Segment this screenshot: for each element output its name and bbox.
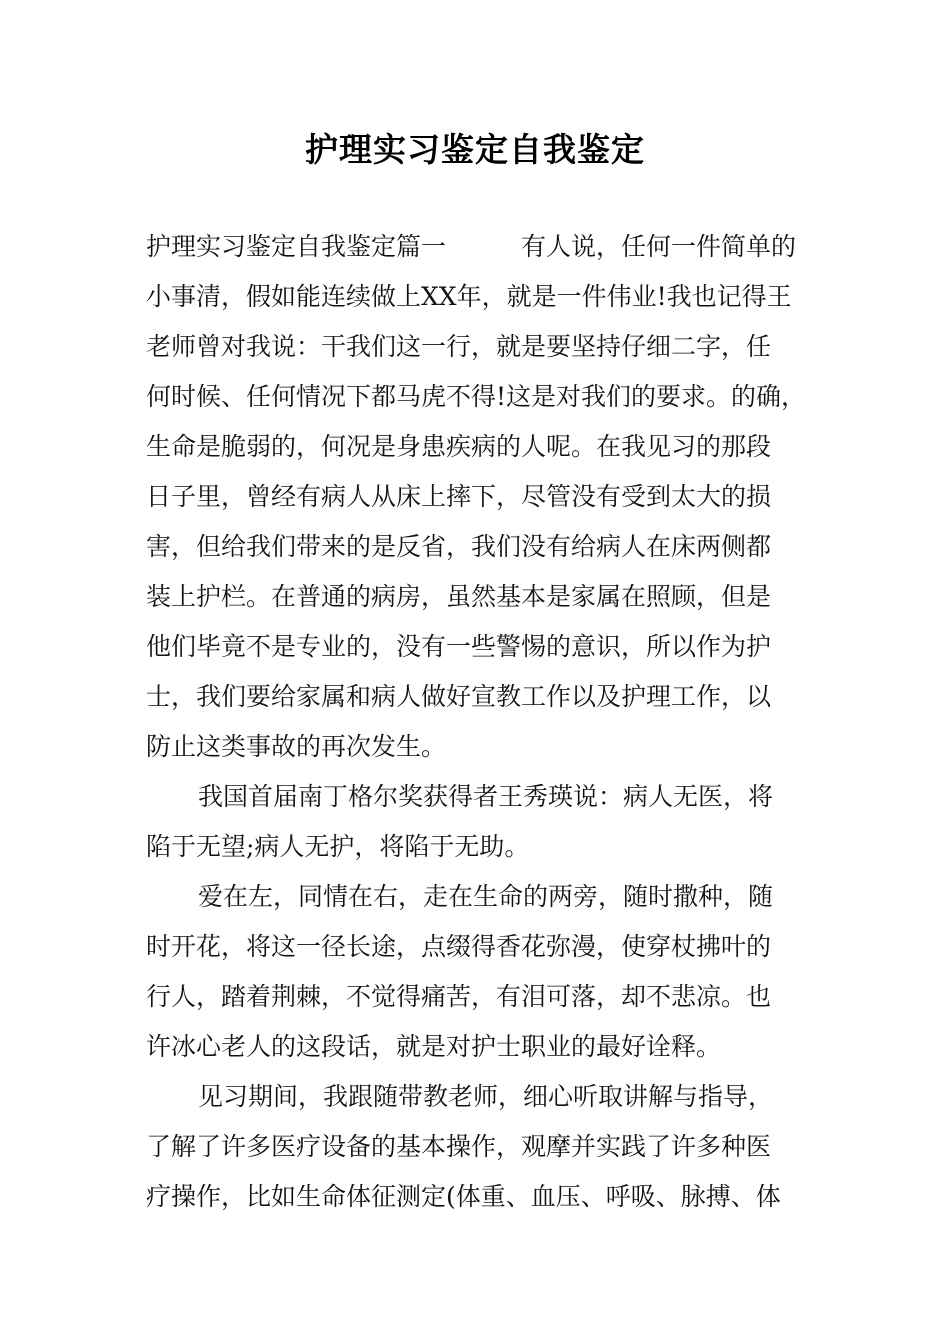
text-line: 害，但给我们带来的是反省，我们没有给病人在床两侧都 bbox=[146, 532, 772, 561]
text-line: 疗操作，比如生命体征测定(体重、血压、呼吸、脉搏、体 bbox=[146, 1182, 781, 1211]
text-line: 小事清，假如能连续做上XX年，就是一件伟业!我也记得王 bbox=[146, 282, 792, 311]
text-line: 许冰心老人的这段话，就是对护士职业的最好诠释。 bbox=[146, 1032, 722, 1061]
paragraph-1 bbox=[146, 222, 808, 772]
text-line: 士，我们要给家属和病人做好宣教工作以及护理工作，以 bbox=[146, 682, 772, 711]
text-line: 了解了许多医疗设备的基本操作，观摩并实践了许多种医 bbox=[146, 1132, 772, 1161]
text-line: 装上护栏。在普通的病房，虽然基本是家属在照顾，但是 bbox=[146, 582, 772, 611]
text-line: 我国首届南丁格尔奖获得者王秀瑛说：病人无医，将 bbox=[198, 782, 774, 811]
paragraph-3 bbox=[146, 872, 808, 1072]
paragraph-2 bbox=[146, 772, 808, 872]
text-line: 爱在左，同情在右，走在生命的两旁，随时撒种，随 bbox=[198, 882, 774, 911]
text-line: 护理实习鉴定自我鉴定篇一 有人说，任何一件简单的 bbox=[146, 232, 797, 261]
paragraph-4 bbox=[146, 1072, 808, 1222]
document-body bbox=[146, 222, 808, 1222]
text-line: 行人，踏着荆棘，不觉得痛苦，有泪可落，却不悲凉。也 bbox=[146, 982, 772, 1011]
text-line: 日子里，曾经有病人从床上摔下，尽管没有受到太大的损 bbox=[146, 482, 772, 511]
text-line: 防止这类事故的再次发生。 bbox=[146, 732, 447, 761]
text-line: 见习期间，我跟随带教老师，细心听取讲解与指导， bbox=[198, 1082, 774, 1111]
text-line: 时开花，将这一径长途，点缀得香花弥漫，使穿杖拂叶的 bbox=[146, 932, 772, 961]
document-title: 护理实习鉴定自我鉴定 bbox=[305, 130, 645, 169]
text-line: 老师曾对我说：干我们这一行，就是要坚持仔细二字，任 bbox=[146, 332, 772, 361]
text-line: 他们毕竟不是专业的，没有一些警惕的意识，所以作为护 bbox=[146, 632, 772, 661]
text-line: 生命是脆弱的，何况是身患疾病的人呢。在我见习的那段 bbox=[146, 432, 772, 461]
text-line: 何时候、任何情况下都马虎不得!这是对我们的要求。的确， bbox=[146, 382, 807, 411]
text-line: 陷于无望;病人无护，将陷于无助。 bbox=[146, 832, 530, 861]
